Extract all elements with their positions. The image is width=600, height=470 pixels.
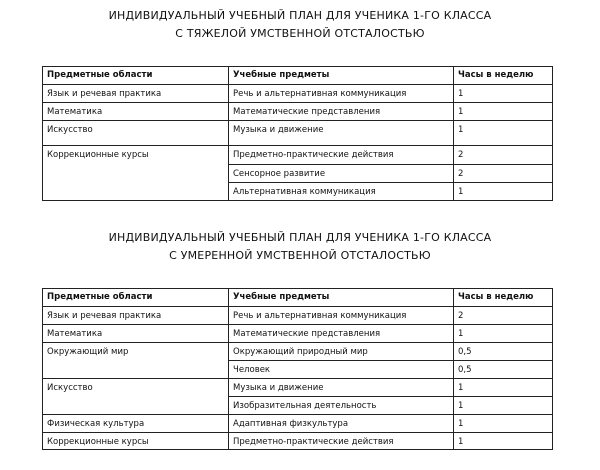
subject-name: Математические представления — [229, 103, 454, 121]
column-header-hours: Часы в неделю — [454, 289, 553, 307]
plan2-title-line1: ИНДИВИДУАЛЬНЫЙ УЧЕБНЫЙ ПЛАН ДЛЯ УЧЕНИКА 1-ГО КЛАССА — [108, 231, 492, 244]
plan2-title — [0, 231, 600, 267]
subject-name: Музыка и движение — [229, 379, 454, 397]
subject-name: Адаптивная физкультура — [229, 415, 454, 433]
weekly-hours: 0,5 — [454, 361, 553, 379]
column-header-hours: Часы в неделю — [454, 67, 553, 85]
table-row — [43, 307, 553, 325]
subject-area: Коррекционные курсы — [43, 146, 229, 201]
subject-area: Математика — [43, 103, 229, 121]
table-row — [43, 121, 553, 146]
weekly-hours: 1 — [454, 415, 553, 433]
table-row — [43, 343, 553, 361]
plan2-header-row — [43, 289, 553, 307]
subject-name: Предметно-практические действия — [229, 433, 454, 450]
weekly-hours: 2 — [454, 146, 553, 165]
subject-name: Изобразительная деятельность — [229, 397, 454, 415]
subject-name: Человек — [229, 361, 454, 379]
column-header-subjects: Учебные предметы — [229, 289, 454, 307]
weekly-hours: 2 — [454, 165, 553, 183]
subject-area: Искусство — [43, 121, 229, 146]
subject-area: Окружающий мир — [43, 343, 229, 379]
subject-area: Язык и речевая практика — [43, 307, 229, 325]
subject-area: Коррекционные курсы — [43, 433, 229, 450]
weekly-hours: 1 — [454, 379, 553, 397]
plan2-table — [42, 288, 553, 450]
subject-area: Физическая культура — [43, 415, 229, 433]
subject-name: Альтернативная коммуникация — [229, 183, 454, 201]
weekly-hours: 1 — [454, 433, 553, 450]
weekly-hours: 1 — [454, 121, 553, 146]
subject-area: Язык и речевая практика — [43, 85, 229, 103]
weekly-hours: 1 — [454, 397, 553, 415]
plan1-title — [0, 9, 600, 45]
column-header-areas: Предметные области — [43, 67, 229, 85]
subject-name: Окружающий природный мир — [229, 343, 454, 361]
subject-name: Музыка и движение — [229, 121, 454, 146]
table-row — [43, 325, 553, 343]
subject-area: Искусство — [43, 379, 229, 415]
table-row — [43, 103, 553, 121]
column-header-areas: Предметные области — [43, 289, 229, 307]
table-row — [43, 433, 553, 450]
subject-name: Сенсорное развитие — [229, 165, 454, 183]
subject-name: Предметно-практические действия — [229, 146, 454, 165]
plan1-title-line1: ИНДИВИДУАЛЬНЫЙ УЧЕБНЫЙ ПЛАН ДЛЯ УЧЕНИКА 1-ГО КЛАССА — [108, 9, 492, 22]
weekly-hours: 2 — [454, 307, 553, 325]
plan1-table — [42, 66, 553, 201]
subject-name: Речь и альтернативная коммуникация — [229, 307, 454, 325]
plan1-header-row — [43, 67, 553, 85]
plan1-title-line2: С ТЯЖЕЛОЙ УМСТВЕННОЙ ОТСТАЛОСТЬЮ — [175, 27, 425, 40]
weekly-hours: 1 — [454, 85, 553, 103]
subject-name: Речь и альтернативная коммуникация — [229, 85, 454, 103]
table-row — [43, 85, 553, 103]
plan2-title-line2: С УМЕРЕННОЙ УМСТВЕННОЙ ОТСТАЛОСТЬЮ — [169, 249, 431, 262]
subject-name: Математические представления — [229, 325, 454, 343]
table-row — [43, 146, 553, 165]
weekly-hours: 1 — [454, 183, 553, 201]
table-row — [43, 415, 553, 433]
weekly-hours: 1 — [454, 325, 553, 343]
weekly-hours: 0,5 — [454, 343, 553, 361]
table-row — [43, 379, 553, 397]
subject-area: Математика — [43, 325, 229, 343]
column-header-subjects: Учебные предметы — [229, 67, 454, 85]
weekly-hours: 1 — [454, 103, 553, 121]
